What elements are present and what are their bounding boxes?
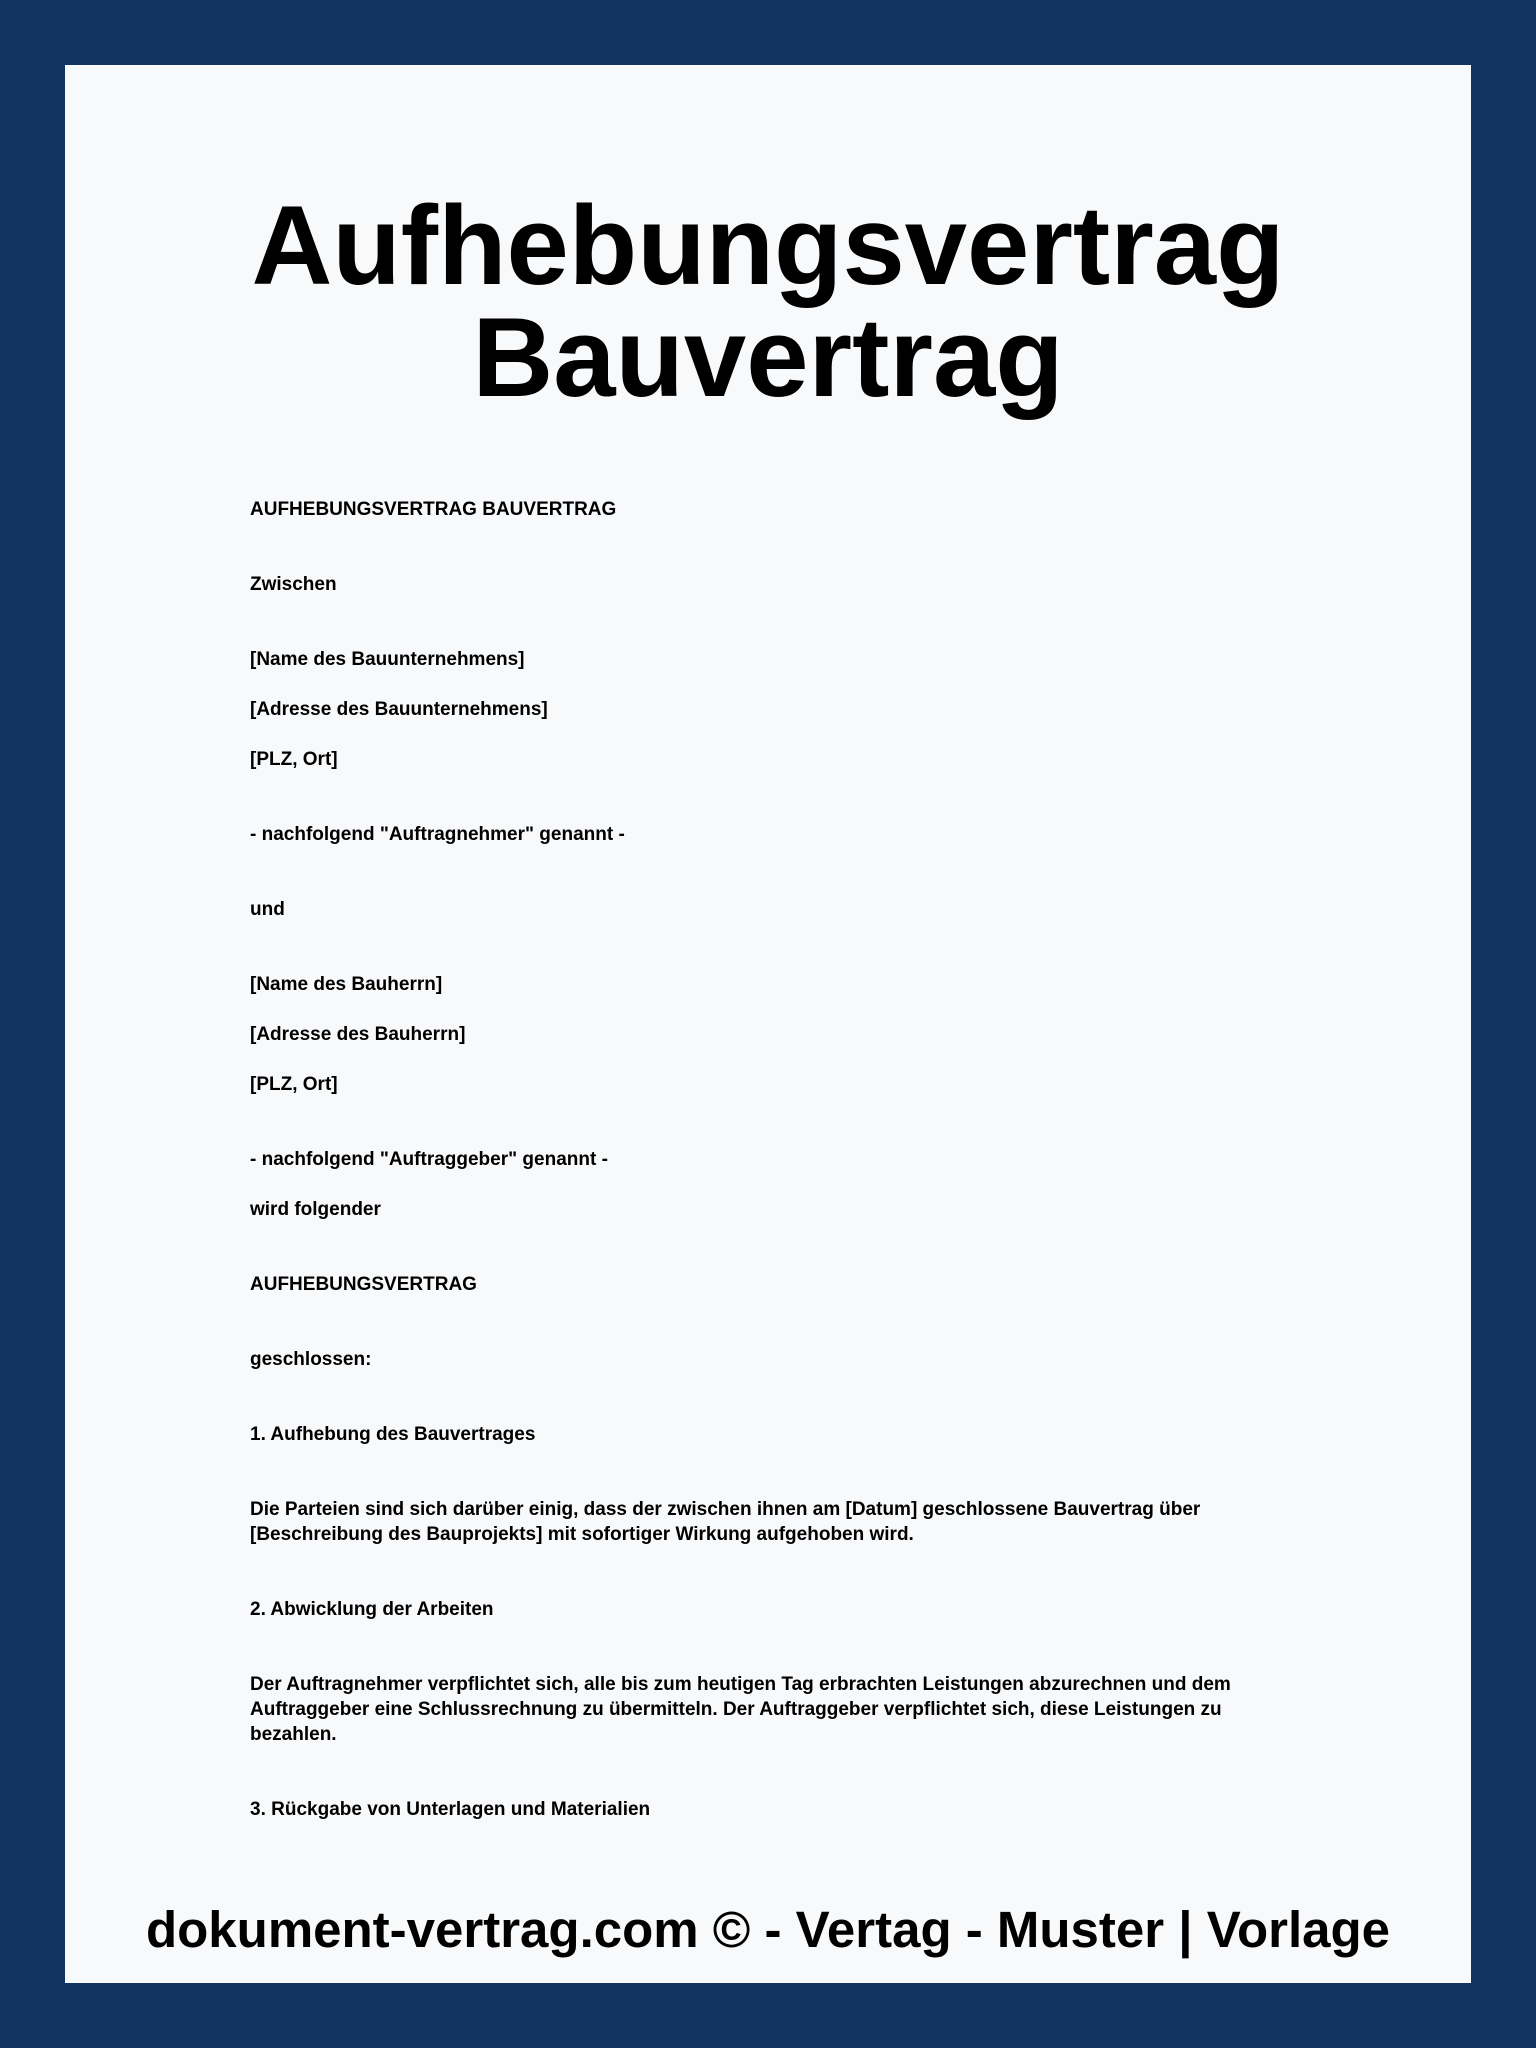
paragraph: geschlossen: [250,1349,372,1370]
paragraph: [PLZ, Ort] [250,1074,338,1095]
paragraph: [Name des Bauherrn] [250,974,443,995]
paragraph: und [250,899,285,920]
paragraph: AUFHEBUNGSVERTRAG [250,1274,477,1295]
section-heading: 2. Abwicklung der Arbeiten [250,1599,494,1620]
paragraph: [Name des Bauunternehmens] [250,649,525,670]
document-page [65,65,1471,1983]
paragraph: Der Auftragnehmer verpflichtet sich, alle bis zum heutigen Tag erbrachten Leistungen abzurechnen und dem Auftraggeber eine Schlussrechnung zu übermitteln. Der Auftraggeber verpflichtet sich, diese Leistungen zu bezahlen. [250,1674,1231,1745]
paragraph: AUFHEBUNGSVERTRAG BAUVERTRAG [250,499,617,520]
paragraph: wird folgender [250,1199,381,1220]
paragraph: Zwischen [250,574,337,595]
section-heading: 3. Rückgabe von Unterlagen und Materialien [250,1799,651,1820]
paragraph: [PLZ, Ort] [250,749,338,770]
section-heading: 1. Aufhebung des Bauvertrages [250,1424,536,1445]
paragraph: - nachfolgend "Auftraggeber" genannt - [250,1149,608,1170]
paragraph: [Adresse des Bauunternehmens] [250,699,548,720]
document-title [65,183,1471,420]
title-line-1: Aufhebungsvertrag [251,183,1285,308]
paragraph: [Adresse des Bauherrn] [250,1024,466,1045]
paragraph: Die Parteien sind sich darüber einig, dass der zwischen ihnen am [Datum] geschlossene Bauvertrag über [Beschreibung des Bauprojekts] mit sofortiger Wirkung aufgehoben wird. [250,1499,1201,1545]
footer-watermark: dokument-vertrag.com © - Vertag - Muster | Vorlage [146,1901,1390,1958]
title-line-2: Bauvertrag [472,295,1064,420]
paragraph: - nachfolgend "Auftragnehmer" genannt - [250,824,625,845]
document-body [250,497,1300,1822]
